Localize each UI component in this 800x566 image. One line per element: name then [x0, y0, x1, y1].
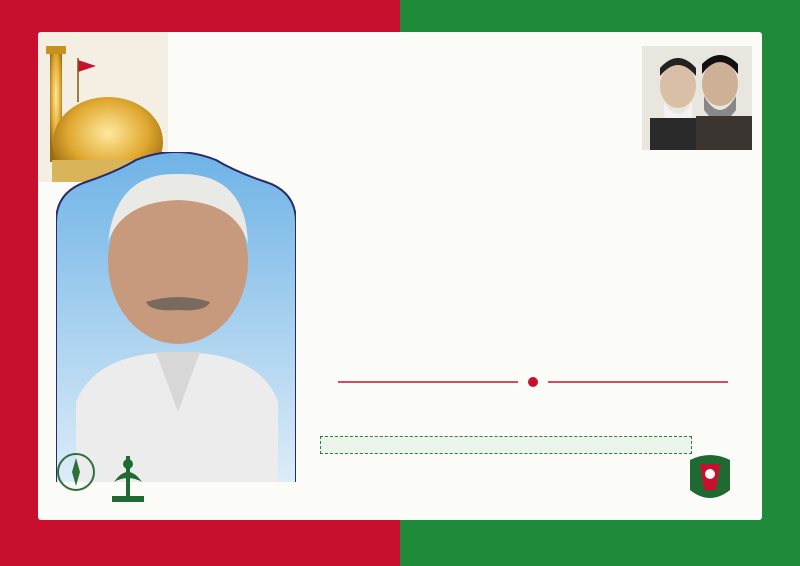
sepah-logo-icon	[106, 452, 150, 504]
header-quotes	[254, 44, 634, 82]
jihad-keshavarzi-logo	[54, 452, 98, 504]
martyr-portrait	[56, 152, 296, 482]
announcement-card	[38, 32, 762, 520]
ornamental-divider	[338, 375, 728, 389]
women-ceremony-note	[320, 436, 692, 454]
leaders-portraits	[642, 46, 752, 150]
basij-logo-icon	[680, 450, 740, 506]
jihad-logo-icon	[54, 452, 98, 492]
